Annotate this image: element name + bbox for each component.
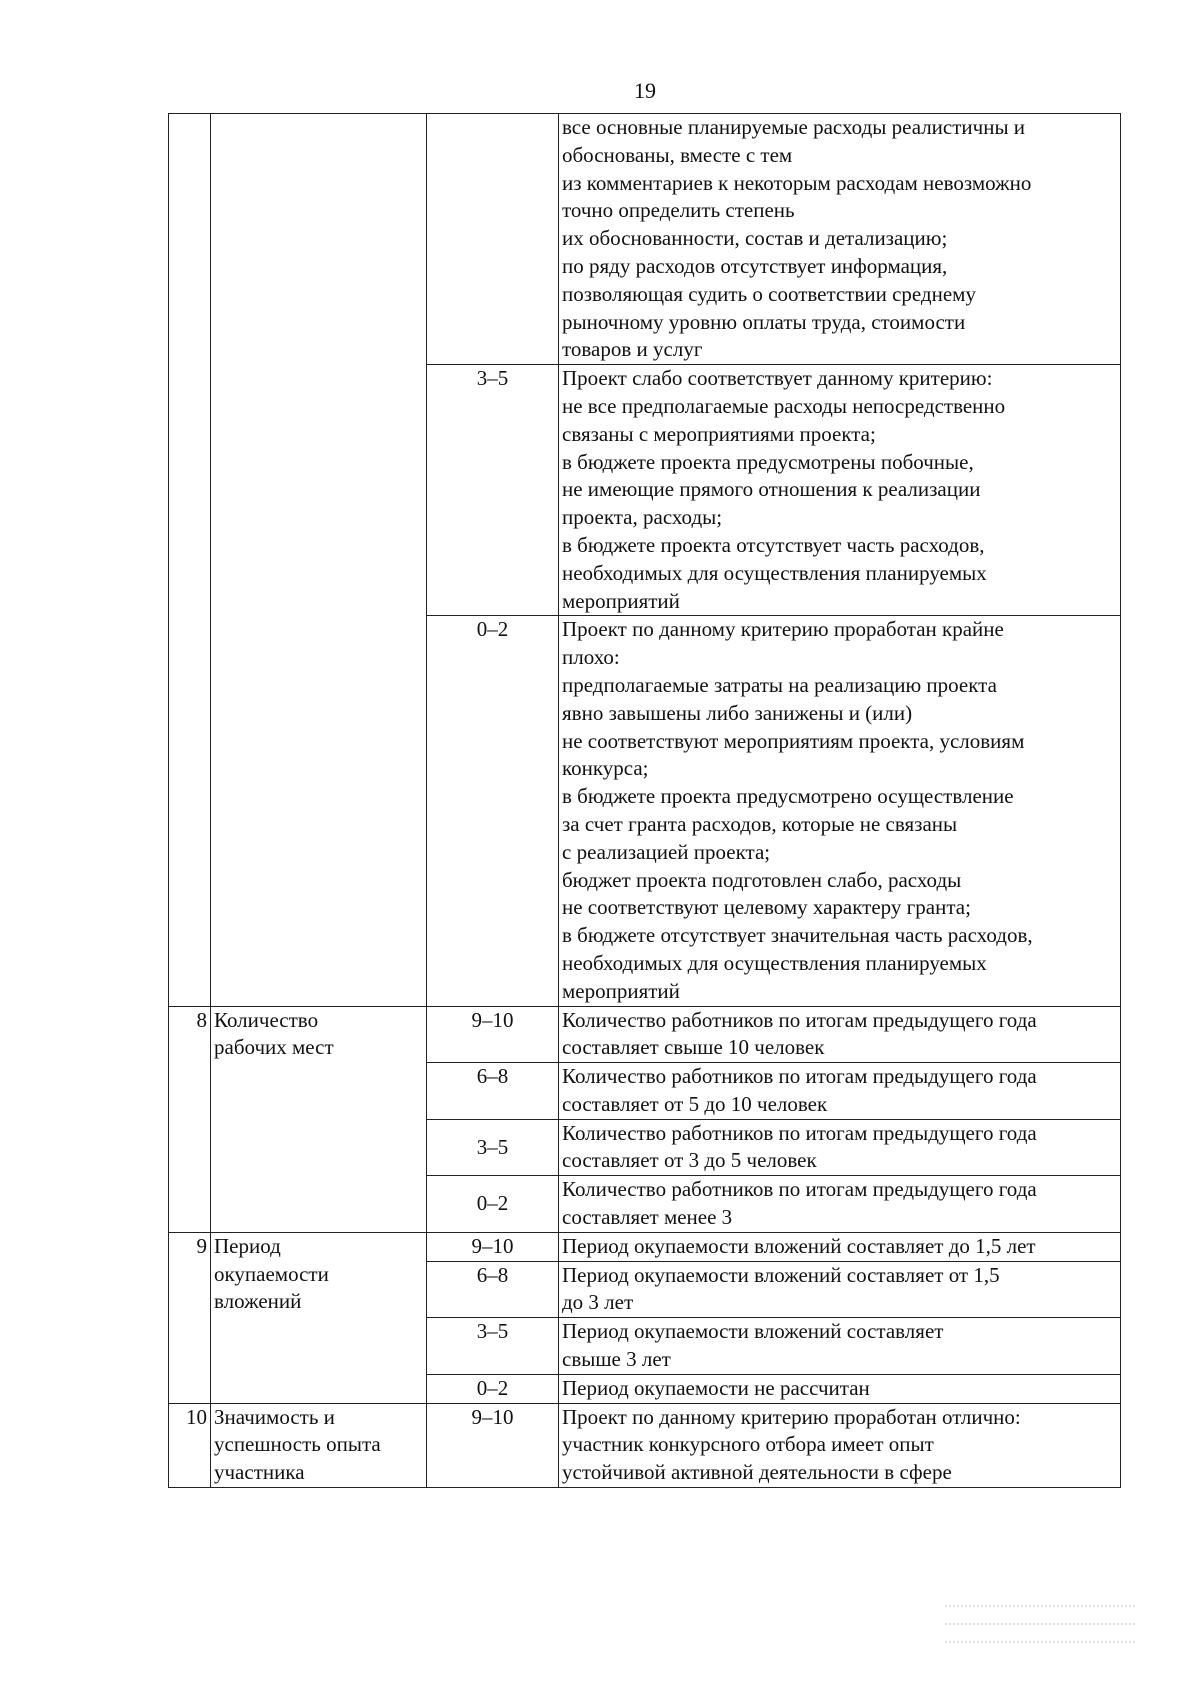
description-line: позволяющая судить о соответствии среднему <box>562 281 976 306</box>
description-line: необходимых для осуществления планируемых <box>562 950 987 975</box>
description-line: Количество работников по итогам предыдущего года <box>562 1120 1037 1145</box>
description-line: Период окупаемости вложений составляет <box>562 1319 944 1344</box>
criterion-name-line: Количество <box>214 1007 319 1032</box>
description-cell <box>559 1261 1121 1318</box>
description-line: Период окупаемости вложений составляет от 1,5 <box>562 1262 1000 1287</box>
description-line: не имеющие прямого отношения к реализации <box>562 477 981 502</box>
criterion-number-cell <box>169 114 211 1007</box>
score-cell: 9–10 <box>427 1006 559 1063</box>
score-cell: 6–8 <box>427 1063 559 1120</box>
score-cell: 3–5 <box>427 1119 559 1176</box>
score-cell: 9–10 <box>427 1403 559 1487</box>
description-cell <box>559 1374 1121 1403</box>
description-line: Период окупаемости не рассчитан <box>562 1375 870 1400</box>
description-line: Количество работников по итогам предыдущего года <box>562 1177 1037 1202</box>
description-cell <box>559 1318 1121 1375</box>
faded-stamp-mark <box>945 1592 1135 1662</box>
score-cell: 0–2 <box>427 1176 559 1233</box>
criterion-number-cell: 8 <box>169 1006 211 1232</box>
criterion-name-cell <box>211 1006 427 1232</box>
criterion-name-line: участника <box>214 1460 305 1485</box>
criterion-name-line: Значимость и <box>214 1404 335 1429</box>
description-line: свыше 3 лет <box>562 1347 671 1372</box>
description-cell <box>559 1176 1121 1233</box>
description-line: все основные планируемые расходы реалистичны и <box>562 115 1026 139</box>
description-line: участник конкурсного отбора имеет опыт <box>562 1432 934 1457</box>
score-cell: 0–2 <box>427 616 559 1006</box>
description-line: Проект по данному критерию проработан отлично: <box>562 1404 1021 1429</box>
description-cell <box>559 1063 1121 1120</box>
description-line: конкурса; <box>562 756 649 781</box>
score-cell: 6–8 <box>427 1261 559 1318</box>
description-line: Количество работников по итогам предыдущего года <box>562 1064 1037 1089</box>
criterion-name-cell <box>211 1403 427 1487</box>
description-cell <box>559 114 1121 365</box>
criteria-table <box>168 113 1121 1488</box>
description-cell <box>559 365 1121 616</box>
description-cell <box>559 1006 1121 1063</box>
criterion-name-cell <box>211 114 427 1007</box>
description-line: явно завышены либо занижены и (или) <box>562 700 913 725</box>
description-line: точно определить степень <box>562 198 795 223</box>
description-line: в бюджете проекта отсутствует часть расходов, <box>562 532 985 557</box>
criterion-name-line: вложений <box>214 1289 302 1314</box>
score-cell: 0–2 <box>427 1374 559 1403</box>
description-line: связаны с мероприятиями проекта; <box>562 421 876 446</box>
table-row <box>169 1403 1121 1487</box>
description-line: составляет от 5 до 10 человек <box>562 1091 828 1116</box>
criterion-number-cell: 10 <box>169 1403 211 1487</box>
criterion-name-line: успешность опыта <box>214 1432 381 1457</box>
description-line: устойчивой активной деятельности в сфере <box>562 1460 952 1485</box>
description-line: с реализацией проекта; <box>562 839 771 864</box>
description-line: Проект слабо соответствует данному критерию: <box>562 366 993 391</box>
criterion-name-line: Период <box>214 1233 281 1258</box>
description-cell <box>559 616 1121 1006</box>
description-line: рыночному уровню оплаты труда, стоимости <box>562 309 966 334</box>
description-line: обоснованы, вместе с тем <box>562 142 793 167</box>
description-line: составляет менее 3 <box>562 1205 733 1230</box>
description-line: Период окупаемости вложений составляет до 1,5 лет <box>562 1233 1036 1258</box>
description-cell <box>559 1403 1121 1487</box>
criterion-name-line: окупаемости <box>214 1261 329 1286</box>
score-cell: 3–5 <box>427 365 559 616</box>
table-row <box>169 1232 1121 1261</box>
description-line: за счет гранта расходов, которые не связаны <box>562 811 958 836</box>
description-line: в бюджете проекта предусмотрено осуществление <box>562 784 1014 809</box>
description-line: бюджет проекта подготовлен слабо, расходы <box>562 867 962 892</box>
description-line: составляет свыше 10 человек <box>562 1035 825 1060</box>
score-cell <box>427 114 559 365</box>
description-line: товаров и услуг <box>562 337 703 362</box>
page-number: 19 <box>634 78 656 103</box>
description-line: составляет от 3 до 5 человек <box>562 1148 817 1173</box>
description-line: до 3 лет <box>562 1290 634 1315</box>
criterion-name-cell <box>211 1232 427 1403</box>
description-line: Количество работников по итогам предыдущего года <box>562 1007 1037 1032</box>
description-line: мероприятий <box>562 588 680 613</box>
description-line: не соответствуют целевому характеру гранта; <box>562 895 971 920</box>
table-row <box>169 1006 1121 1063</box>
description-line: по ряду расходов отсутствует информация, <box>562 253 948 278</box>
criterion-number-cell: 9 <box>169 1232 211 1403</box>
score-cell: 9–10 <box>427 1232 559 1261</box>
description-cell <box>559 1119 1121 1176</box>
description-line: в бюджете проекта предусмотрены побочные, <box>562 449 974 474</box>
description-line: их обоснованности, состав и детализацию; <box>562 226 948 251</box>
description-line: плохо: <box>562 645 620 670</box>
table-row <box>169 114 1121 365</box>
description-line: из комментариев к некоторым расходам невозможно <box>562 170 1032 195</box>
description-line: предполагаемые затраты на реализацию проекта <box>562 672 997 697</box>
score-cell: 3–5 <box>427 1318 559 1375</box>
description-line: необходимых для осуществления планируемых <box>562 560 987 585</box>
description-line: не соответствуют мероприятиям проекта, условиям <box>562 728 1025 753</box>
description-cell <box>559 1232 1121 1261</box>
description-line: в бюджете отсутствует значительная часть расходов, <box>562 923 1033 948</box>
criterion-name-line: рабочих мест <box>214 1035 334 1060</box>
description-line: не все предполагаемые расходы непосредственно <box>562 393 1006 418</box>
description-line: мероприятий <box>562 978 680 1003</box>
description-line: проекта, расходы; <box>562 505 723 530</box>
description-line: Проект по данному критерию проработан крайне <box>562 617 1004 642</box>
